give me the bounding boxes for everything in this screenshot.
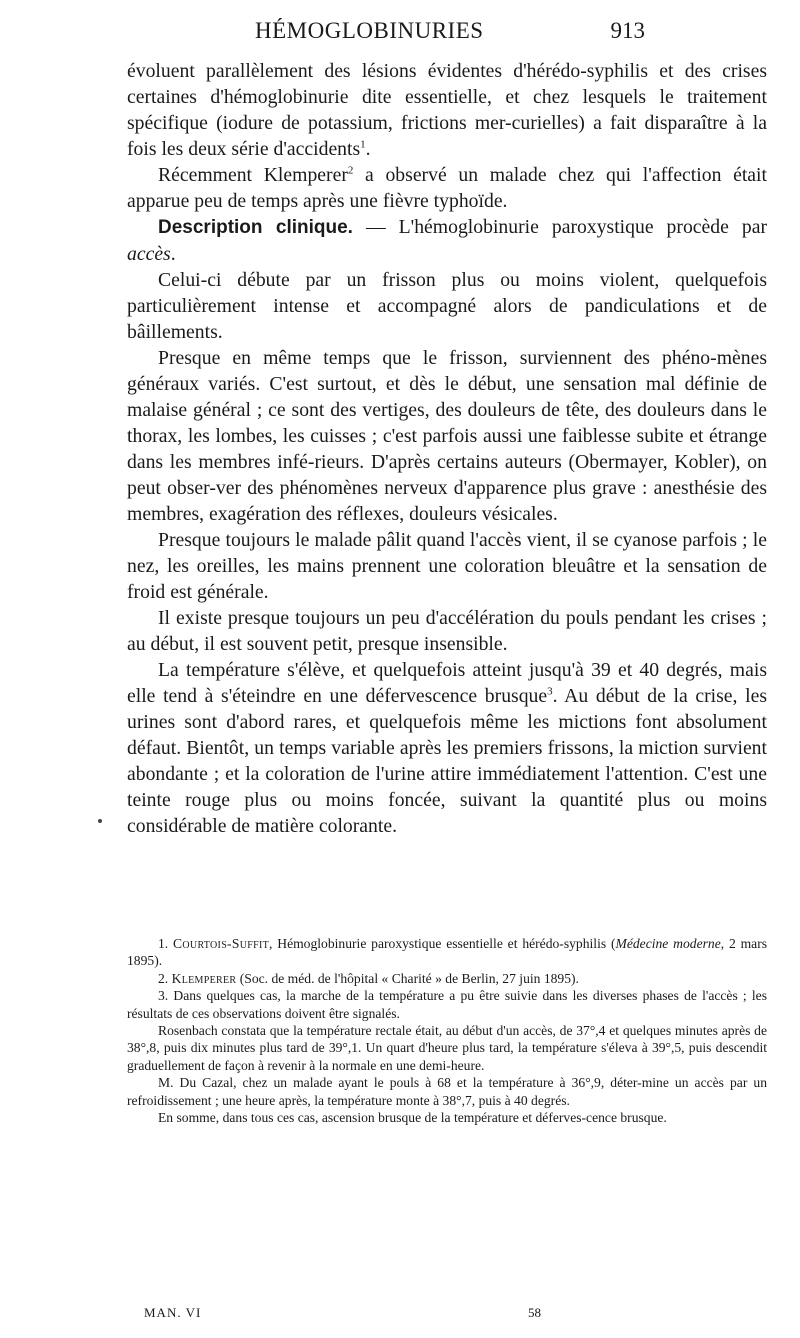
footnote xyxy=(127,935,767,970)
footnote-author: Courtois-Suffit xyxy=(173,936,270,951)
signature-number: 58 xyxy=(528,1305,541,1320)
section-heading: Description clinique. xyxy=(158,217,353,238)
paragraph: Il existe presque toujours un peu d'accélération du pouls pendant les crises ; au début, il est souvent petit, presque insensible. xyxy=(127,607,767,655)
footnote-number: 1. xyxy=(158,936,174,951)
printer-signature xyxy=(144,1305,754,1325)
paragraph-text: a observé un malade chez qui l'affection était apparue peu de temps après une fièvre typhoïde. xyxy=(127,164,767,212)
paragraph-text: Récemment Klemperer xyxy=(158,164,348,186)
paragraph xyxy=(127,58,767,162)
footnote-ref: 1 xyxy=(360,138,366,151)
running-title: HÉMOGLOBINURIES xyxy=(255,18,484,43)
paragraph-text: évoluent parallèlement des lésions évidentes d'hérédo-syphilis et des crises certaines d'hémoglobinurie dite essentielle, et chez lesquels le traitement spécifique (iodure de potassium, frictions mer-curielles) a fait disparaître à la fois les deux série d'accidents xyxy=(127,60,767,160)
footnote: En somme, dans tous ces cas, ascension brusque de la température et déferves-cence brusque. xyxy=(158,1110,667,1126)
footnote xyxy=(127,970,767,987)
signature-mark: MAN. VI xyxy=(144,1305,202,1320)
footnote: M. Du Cazal, chez un malade ayant le pouls à 68 et la température à 36°,9, déter-mine un accès par un refroidissement ; une heure après, la température monte à 38°,7, puis à 40 degrés. xyxy=(127,1075,767,1108)
paragraph-text: . xyxy=(170,243,176,265)
footnote-ref: 3 xyxy=(547,685,553,698)
paragraph-text: . xyxy=(365,138,371,160)
footnote: 3. Dans quelques cas, la marche de la température a pu être suivie dans les diverses phases de l'accès ; les résultats de ces observations doivent être signalés. xyxy=(127,988,767,1021)
footnote-text: (Soc. de méd. de l'hôpital « Charité » de Berlin, 27 juin 1895). xyxy=(236,970,579,986)
main-text xyxy=(127,58,767,839)
paragraph-text: — L'hémoglobinurie paroxystique procède par xyxy=(352,216,767,238)
paragraph xyxy=(127,657,767,839)
paragraph xyxy=(127,162,767,214)
margin-mark xyxy=(98,819,102,823)
paragraph: Celui-ci débute par un frisson plus ou moins violent, quelquefois particulièrement intense et accompagné alors de pandiculations et de bâillements. xyxy=(127,269,767,343)
footnote-text: , 2 mars 1895). xyxy=(127,936,768,969)
page-number: 913 xyxy=(610,18,645,43)
footnote-text: , Hémoglobinurie paroxystique essentielle et hérédo-syphilis ( xyxy=(269,936,616,951)
paragraph-text: La température s'élève, et quelquefois atteint jusqu'à 39 et 40 degrés, mais elle tend à s'éteindre en une défervescence brusque xyxy=(127,659,767,707)
paragraph-text: . Au début de la crise, les urines sont d'abord rares, et quelquefois même les mictions font absolument défaut. Bientôt, un temps variable après les premiers frissons, la miction survient abondante ; et la coloration de l'urine attire immédiatement l'attention. C'est une teinte rouge plus ou moins foncée, suivant la quantité plus ou moins considérable de matière colorante. xyxy=(127,685,767,837)
footnote: Rosenbach constata que la température rectale était, au début d'un accès, de 37°,4 et quelques minutes après de 38°,8, puis dix minutes plus tard de 39°,1. Un quart d'heure plus tard, la température s'éleva à 39°,5, puis descendit graduellement de façon à revenir à la normale en une demi-heure. xyxy=(127,1023,767,1073)
footnote-author: Klemperer xyxy=(171,970,237,986)
footnotes xyxy=(127,935,767,1126)
paragraph xyxy=(127,214,767,267)
paragraph: Presque en même temps que le frisson, surviennent des phéno-mènes généraux variés. C'est surtout, et dès le début, une sensation mal définie de malaise général ; ce sont des vertiges, des douleurs de tête, des douleurs dans le thorax, les lombes, les cuisses ; c'est parfois aussi une faiblesse subite et étrange dans les membres infé-rieurs. D'après certains auteurs (Obermayer, Kobler), on peut obser-ver des phénomènes nerveux d'apparence plus grave : anesthésie des membres, exagération des réflexes, douleurs vésicales. xyxy=(127,347,767,525)
running-head xyxy=(255,18,645,48)
paragraph: Presque toujours le malade pâlit quand l'accès vient, il se cyanose parfois ; le nez, les oreilles, les mains prennent une coloration bleuâtre et la sensation de froid est générale. xyxy=(127,529,767,603)
footnote-ref: 2 xyxy=(347,164,354,177)
footnote-number: 2. xyxy=(158,970,172,986)
footnote-journal: Médecine moderne xyxy=(615,936,721,951)
emphasis: accès xyxy=(127,243,171,265)
